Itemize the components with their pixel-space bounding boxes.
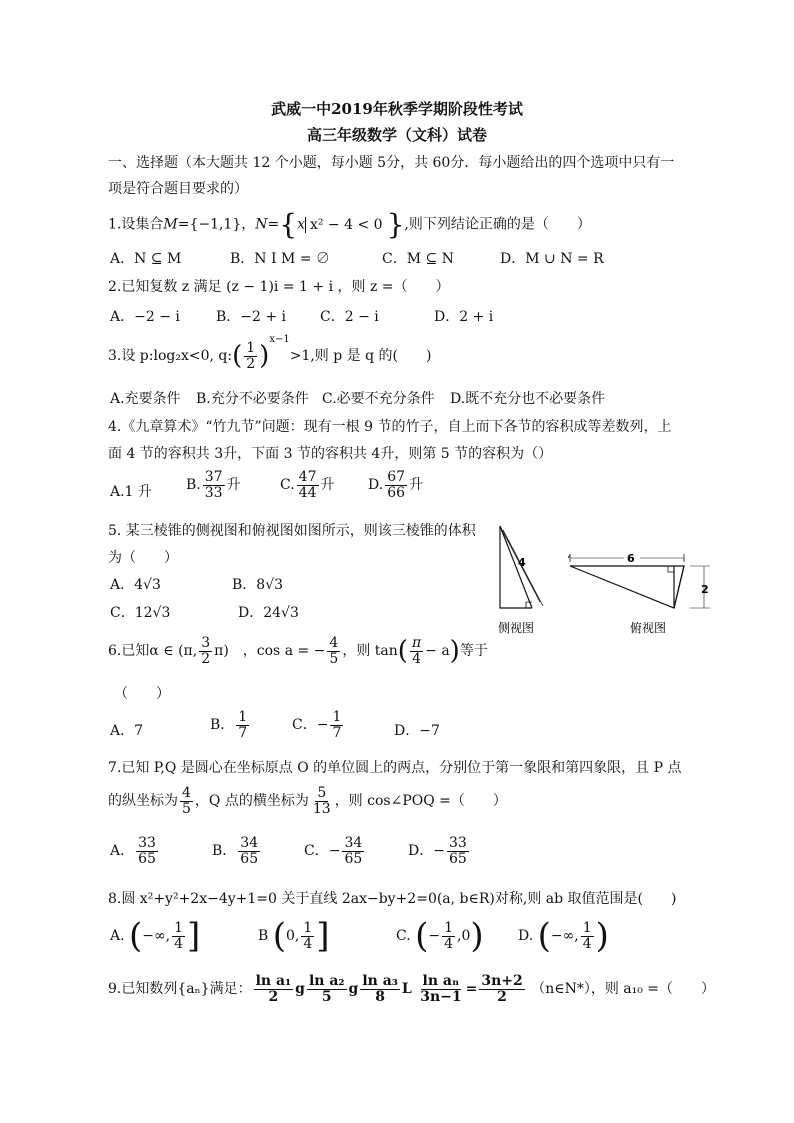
- q8-a-frac: [172, 921, 185, 951]
- q7-a-frac: [136, 836, 158, 866]
- q8-b-close: ]: [316, 916, 330, 956]
- q7-c-pre: C．−: [304, 843, 341, 860]
- q1-option-c[interactable]: C．M ⊆ N: [382, 251, 454, 267]
- q7-a-den: 65: [138, 850, 156, 867]
- q1-eq2: =: [267, 216, 280, 233]
- q8-d-open: (: [537, 916, 551, 956]
- q4-c-den: 44: [298, 484, 317, 501]
- q7-d-num: 33: [448, 835, 467, 851]
- q6-stem: [108, 636, 488, 666]
- section-instruction-line2: 项是符合题目要求的）: [108, 181, 248, 197]
- q8-option-d[interactable]: [518, 916, 609, 956]
- q3-stem: [108, 334, 431, 371]
- q9-frac4: [418, 974, 463, 1004]
- q2-option-c[interactable]: C．2 − i: [320, 309, 379, 325]
- q9-dot1: g: [295, 981, 305, 998]
- q8-option-a[interactable]: [110, 916, 200, 956]
- q9-post: （n∈N*），则 a₁₀ =（ ）: [531, 981, 716, 998]
- q5-option-c[interactable]: C．12√3: [110, 605, 171, 621]
- q9-frac3: [360, 974, 400, 1004]
- q8-d-frac: [581, 921, 594, 951]
- q7-d-pre: D．−: [408, 843, 445, 860]
- q4-option-c[interactable]: [280, 470, 335, 500]
- exam-subtitle: 高三年级数学（文科）试卷: [306, 126, 487, 144]
- top-view-dim-6: 6: [627, 552, 635, 565]
- q8-d-pre: D.: [518, 928, 534, 944]
- q8-d-close: ): [595, 916, 609, 956]
- q6-frac1: [199, 636, 212, 666]
- q4-b-pre: B.: [186, 477, 201, 494]
- q1-comma: ，: [241, 216, 256, 233]
- q7-l2-post: ，则 cos∠POQ =（ ）: [334, 793, 507, 810]
- q7-d-den: 65: [448, 850, 467, 867]
- q7-c-num: 34: [344, 835, 363, 851]
- q4-option-d[interactable]: [368, 470, 423, 500]
- q6-num: 3: [201, 635, 211, 651]
- q4-b-frac: [203, 470, 225, 500]
- q6-tpost: − a: [425, 643, 450, 660]
- q6-tan: ，则 tan: [342, 643, 398, 660]
- q8-c-right: ,0: [457, 928, 471, 944]
- q4-line1-pre: 4.《九章算术》: [108, 419, 206, 435]
- q8-b-pre: B: [258, 928, 269, 944]
- q8-c-left: −: [428, 928, 441, 944]
- q7-c-den: 65: [344, 850, 363, 867]
- q7-l2-d2: 13: [312, 800, 331, 817]
- q9-ellipsis: L: [401, 981, 412, 998]
- q4-option-a[interactable]: A.1 升: [110, 484, 152, 500]
- q2-stem: 2.已知复数 z 满足 (z − 1)i = 1 + i ，则 z =（ ）: [108, 279, 450, 295]
- q4-b-num: 37: [204, 469, 223, 485]
- q9-frac2: [307, 974, 347, 1004]
- q8-d-left: −∞,: [550, 928, 579, 944]
- q3-post: >1,则 p 是 q 的( ): [289, 348, 432, 364]
- q6-option-b[interactable]: [210, 710, 251, 740]
- q6-cnum: 4: [329, 635, 339, 651]
- q3-fraction: [244, 341, 257, 371]
- q3-option-d[interactable]: D.既不充分也不必要条件: [450, 391, 606, 407]
- q4-line1: [108, 416, 672, 436]
- q6-c-num: 1: [332, 709, 342, 725]
- q4-line1-post: 问题：现有一根 9 节的竹子，自上而下各节的容积成等差数列，上: [261, 419, 672, 435]
- q4-d-frac: [385, 470, 407, 500]
- q3-num: 1: [246, 339, 256, 356]
- q9-f2-den: 5: [321, 988, 332, 1005]
- q9-f3-den: 8: [375, 988, 385, 1005]
- q6-tnum: π: [411, 635, 422, 651]
- q9-f2-num: ln a₂: [308, 973, 345, 989]
- q9-f4-num: ln aₙ: [422, 973, 460, 989]
- q9-f3-num: ln a₃: [362, 973, 398, 989]
- q6-pre: 6.已知α ∈ (π,: [108, 643, 198, 660]
- q1-setb-var: x: [297, 216, 305, 233]
- q7-l2-n2: 5: [317, 785, 327, 801]
- q4-b-den: 33: [204, 484, 223, 501]
- q6-tden: 4: [412, 650, 421, 667]
- q4-d-pre: D.: [368, 477, 384, 494]
- q1-brace-open: {: [279, 208, 298, 241]
- q8-a-left: −∞,: [142, 928, 171, 944]
- q8-c-num: 1: [444, 919, 454, 936]
- q8-c-open: (: [415, 916, 429, 956]
- q8-d-den: 4: [582, 935, 592, 952]
- q6-b-pre: B．: [210, 717, 235, 734]
- q8-a-close: ]: [187, 916, 201, 956]
- q1-set-n: N: [255, 216, 268, 233]
- q1-stem: [108, 208, 591, 241]
- q8-option-b[interactable]: [258, 916, 330, 956]
- q9-dot2: g: [348, 981, 359, 998]
- q6-paren-close: ): [449, 636, 460, 667]
- q8-b-left: 0,: [286, 928, 300, 944]
- q7-b-num: 34: [240, 835, 259, 851]
- q9-f5-den: 2: [497, 988, 507, 1005]
- q1-set1: {−1,1}: [189, 216, 242, 233]
- q4-c-unit: 升: [320, 477, 335, 494]
- q1-setb-cond: x² − 4 < 0: [305, 217, 387, 233]
- q7-c-frac: [342, 836, 364, 866]
- q6-answer-paren: （ ）: [114, 686, 170, 702]
- q8-a-den: 4: [174, 935, 184, 952]
- q8-a-num: 1: [174, 919, 184, 936]
- q7-line1: 7.已知 P,Q 是圆心在坐标原点 O 的单位圆上的两点，分别位于第一象限和第四象限，且 P 点: [108, 760, 682, 776]
- q1-eq1: =: [177, 216, 190, 233]
- side-view-dim-4: 4: [518, 556, 526, 569]
- q6-option-a[interactable]: A．7: [110, 723, 144, 739]
- q1-brace-close: }: [386, 208, 405, 241]
- q5-option-b[interactable]: B．8√3: [232, 577, 284, 593]
- q1-pre: 1.设集合: [108, 216, 164, 233]
- q9-pre: 9.已知数列{aₙ}满足：: [108, 981, 252, 998]
- q4-d-den: 66: [387, 484, 406, 501]
- q7-b-frac: [238, 836, 260, 866]
- q4-d-num: 67: [387, 469, 406, 485]
- q5-line1: 5. 某三棱锥的侧视图和俯视图如图所示，则该三棱锥的体积: [108, 523, 476, 539]
- q1-option-a[interactable]: A．N ⊆ M: [110, 251, 182, 267]
- q4-c-frac: [297, 470, 319, 500]
- top-view-dim-2: 2: [701, 583, 709, 596]
- q4-line1-quote: “竹九节”: [205, 419, 262, 435]
- q9-frac5: [479, 974, 524, 1004]
- q4-line2: 面 4 节的容积共 3升，下面 3 节的容积共 4升，则第 5 节的容积为（）: [108, 446, 553, 462]
- q3-option-c[interactable]: C.必要不充分条件: [322, 391, 435, 407]
- q9-stem: [108, 974, 715, 1004]
- exam-title: 武威一中2019年秋季学期阶段性考试: [271, 100, 523, 118]
- q4-d-unit: 升: [409, 477, 424, 494]
- q7-option-c[interactable]: [304, 836, 366, 866]
- q7-a-num: 33: [138, 835, 156, 851]
- q7-l2-mid: ，Q 点的横坐标为: [194, 793, 309, 810]
- side-view-diagram: [500, 526, 543, 608]
- q8-stem: 8.圆 x²+y²+2x−4y+1=0 关于直线 2ax−by+2=0(a, b∈R)对称,则 ab 取值范围是( ): [108, 891, 677, 907]
- q8-b-open: (: [272, 916, 287, 956]
- q9-f1-den: 2: [268, 988, 279, 1005]
- q6-post: 等于: [459, 643, 488, 660]
- q8-option-c[interactable]: [396, 916, 484, 956]
- q6-frac2: [327, 636, 340, 666]
- q3-option-b[interactable]: B.充分不必要条件: [196, 391, 309, 407]
- q6-cden: 5: [329, 650, 339, 667]
- q7-l2-frac2: [311, 786, 333, 816]
- q7-option-b[interactable]: [212, 836, 262, 866]
- q8-b-num: 1: [303, 919, 313, 936]
- q7-l2-n1: 4: [182, 785, 191, 801]
- q8-b-den: 4: [303, 935, 313, 952]
- q6-option-c[interactable]: [292, 710, 345, 740]
- q4-c-num: 47: [298, 469, 317, 485]
- q3-exponent: x−1: [269, 334, 290, 345]
- section-instruction-line1: 一、选择题（本大题共 12 个小题，每小题 5分，共 60分．每小题给出的四个选项中只有一: [108, 155, 675, 171]
- q6-c-den: 7: [332, 724, 342, 741]
- q8-c-den: 4: [444, 935, 454, 952]
- q6-mid: π) ，cos a = −: [214, 643, 326, 660]
- q7-l2-frac1: [180, 786, 193, 816]
- q1-set-m: M: [163, 216, 178, 233]
- q8-b-frac: [301, 921, 314, 951]
- q9-f1-num: ln a₁: [255, 973, 292, 989]
- q8-c-close: ): [470, 916, 484, 956]
- q9-f4-den: 3n−1: [420, 988, 462, 1005]
- q3-pre: 3.设 p:log₂x<0, q:: [108, 348, 233, 364]
- q1-option-d[interactable]: D．M ∪ N = R: [500, 251, 604, 267]
- top-view-diagram: [568, 552, 710, 608]
- q7-option-a[interactable]: [110, 836, 160, 866]
- q3-paren-close: ): [259, 341, 270, 371]
- q3-option-a[interactable]: A.充要条件: [110, 391, 181, 407]
- q6-b-frac: [236, 710, 249, 740]
- q8-c-frac: [442, 921, 455, 951]
- q9-eq: =: [465, 981, 478, 998]
- q2-option-a[interactable]: A．−2 − i: [110, 309, 180, 325]
- q3-paren-open: (: [232, 341, 243, 371]
- q9-frac1: [254, 974, 294, 1004]
- q8-a-pre: A.: [110, 928, 125, 944]
- q5-option-d[interactable]: D．24√3: [238, 605, 299, 621]
- q6-c-frac: [330, 710, 343, 740]
- q1-post: ,则下列结论正确的是（ ）: [404, 216, 591, 233]
- q8-d-num: 1: [582, 919, 592, 936]
- q7-line2: [108, 786, 507, 816]
- q5-option-a[interactable]: A．4√3: [110, 577, 161, 593]
- q7-d-frac: [447, 836, 469, 866]
- q8-c-pre: C.: [396, 928, 411, 944]
- q7-b-den: 65: [240, 850, 259, 867]
- q3-den: 2: [246, 355, 256, 372]
- q6-b-den: 7: [238, 724, 248, 741]
- q6-c-pre: C．−: [292, 717, 329, 734]
- q7-option-d[interactable]: [408, 836, 471, 866]
- q7-l2-d1: 5: [182, 800, 191, 817]
- q9-f5-num: 3n+2: [481, 973, 523, 989]
- q5-line2: 为（ ）: [108, 550, 178, 566]
- q7-b-pre: B．: [212, 843, 237, 860]
- q6-den: 2: [201, 650, 211, 667]
- q7-l2-pre: 的纵坐标为: [108, 793, 178, 810]
- q2-option-d[interactable]: D．2 + i: [434, 309, 494, 325]
- q8-a-open: (: [129, 916, 143, 956]
- q6-paren-open: (: [397, 636, 408, 667]
- q1-option-b[interactable]: B．N Ⅰ M = ∅: [230, 251, 330, 267]
- q4-c-pre: C.: [280, 477, 295, 494]
- q6-b-num: 1: [238, 709, 248, 725]
- q2-option-b[interactable]: B．−2 + i: [216, 309, 287, 325]
- q5-figure: [490, 520, 730, 640]
- q4-option-b[interactable]: [186, 470, 241, 500]
- side-view-label: 侧视图: [498, 621, 535, 635]
- top-view-label: 俯视图: [630, 621, 667, 635]
- q6-option-d[interactable]: D．−7: [394, 723, 440, 739]
- q4-b-unit: 升: [226, 477, 241, 494]
- q6-frac3: [410, 636, 423, 666]
- q7-a-pre: A．: [110, 843, 135, 860]
